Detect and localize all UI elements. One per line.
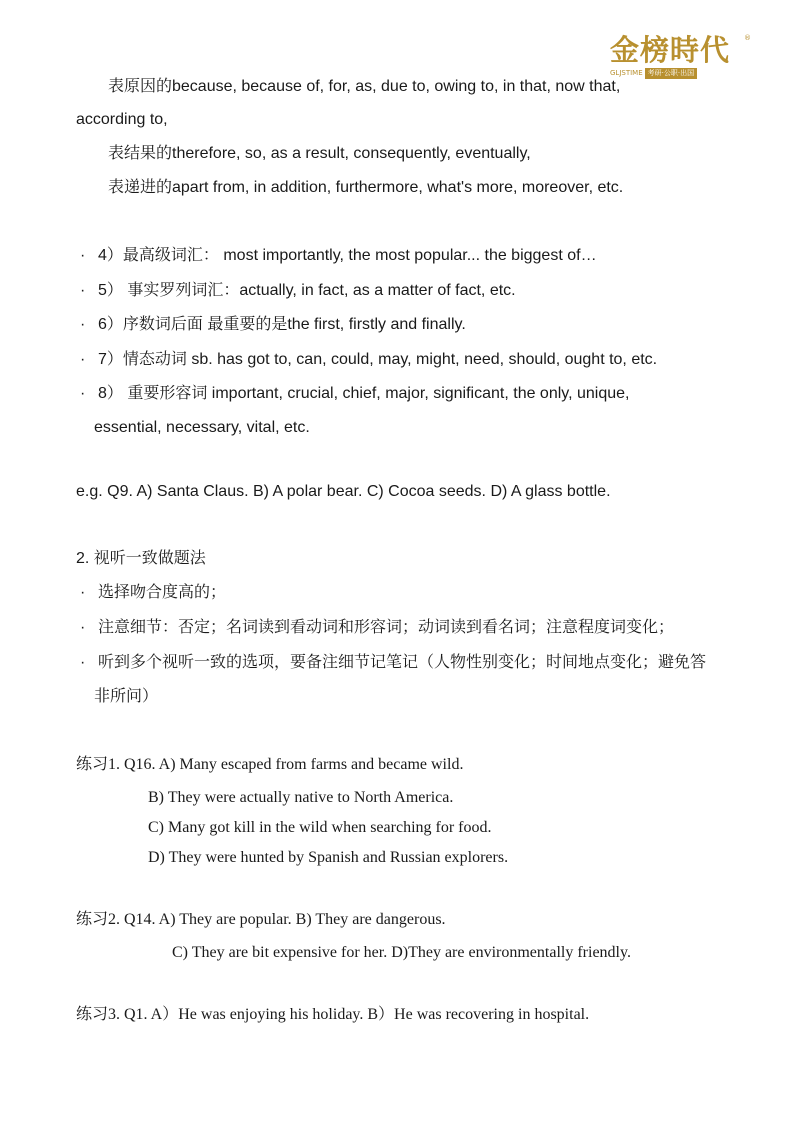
tip-item-2 [80,617,674,639]
bullet: · [80,584,86,601]
registered-mark: ® [744,34,751,42]
logo-subtitle [610,68,738,79]
tip-item-1 [80,582,226,604]
list-item-8 [80,383,629,405]
text-line-cause-cont: according to, [76,111,168,128]
logo-subtitle-tag: 考研·公职·出国 [645,68,697,79]
list-item-text: 8） 重要形容词 important, crucial, chief, major, significant, the only, unique, [98,385,630,402]
bullet: · [80,351,86,368]
tip-text: 注意细节：否定；名词读到看动词和形容词；动词读到看名词；注意程度词变化； [98,619,675,636]
list-item-6 [80,314,466,336]
example-line: e.g. Q9. A) Santa Claus. B) A polar bear. C) Cocoa seeds. D) A glass bottle. [76,483,611,500]
exercise-1-option-b: B) They were actually native to North America. [148,789,454,806]
tip-item-3 [80,652,706,674]
list-item-text: 7）情态动词 sb. has got to, can, could, may, might, need, should, ought to, etc. [98,351,658,368]
logo-name: 金榜時代 [610,33,731,67]
bullet: · [80,282,86,299]
tip-item-3-cont: 非所问） [94,688,159,705]
bullet: · [80,247,86,264]
exercise-1-option-d: D) They were hunted by Spanish and Russian explorers. [148,849,509,866]
list-item-text: 5） 事实罗列词汇：actually, in fact, as a matter of fact, etc. [98,282,516,299]
section-heading: 2. 视听一致做题法 [76,550,206,567]
list-item-4 [80,245,597,267]
exercise-1-option-c: C) Many got kill in the wild when searching for food. [148,819,492,836]
text-line-cause: 表原因的because, because of, for, as, due to, owing to, in that, now that, [108,78,621,95]
bullet: · [80,654,86,671]
bullet: · [80,316,86,333]
exercise-2-question: 练习2. Q14. A) They are popular. B) They are dangerous. [76,911,446,928]
exercise-2-options-cd: C) They are bit expensive for her. D)They are environmentally friendly. [172,944,631,961]
brand-logo [610,32,750,80]
text-line-result: 表结果的therefore, so, as a result, consequently, eventually, [108,145,531,162]
bullet: · [80,619,86,636]
exercise-1-question: 练习1. Q16. A) Many escaped from farms and became wild. [76,756,464,773]
list-item-7 [80,349,657,371]
list-item-text: 4）最高级词汇： most importantly, the most popular... the biggest of… [98,247,597,264]
tip-text: 选择吻合度高的； [98,584,227,601]
exercise-3-question: 练习3. Q1. A）He was enjoying his holiday. B）He was recovering in hospital. [76,1006,590,1023]
list-item-8-cont: essential, necessary, vital, etc. [94,419,310,436]
logo-subtitle-text: GLJSTIME [610,69,643,77]
bullet: · [80,385,86,402]
tip-text: 听到多个视听一致的选项，要备注细节记笔记（人物性别变化；时间地点变化；避免答 [98,654,707,671]
list-item-text: 6）序数词后面 最重要的是the first, firstly and finally. [98,316,466,333]
text-line-progression: 表递进的apart from, in addition, furthermore, what's more, moreover, etc. [108,179,624,196]
list-item-5 [80,280,516,302]
